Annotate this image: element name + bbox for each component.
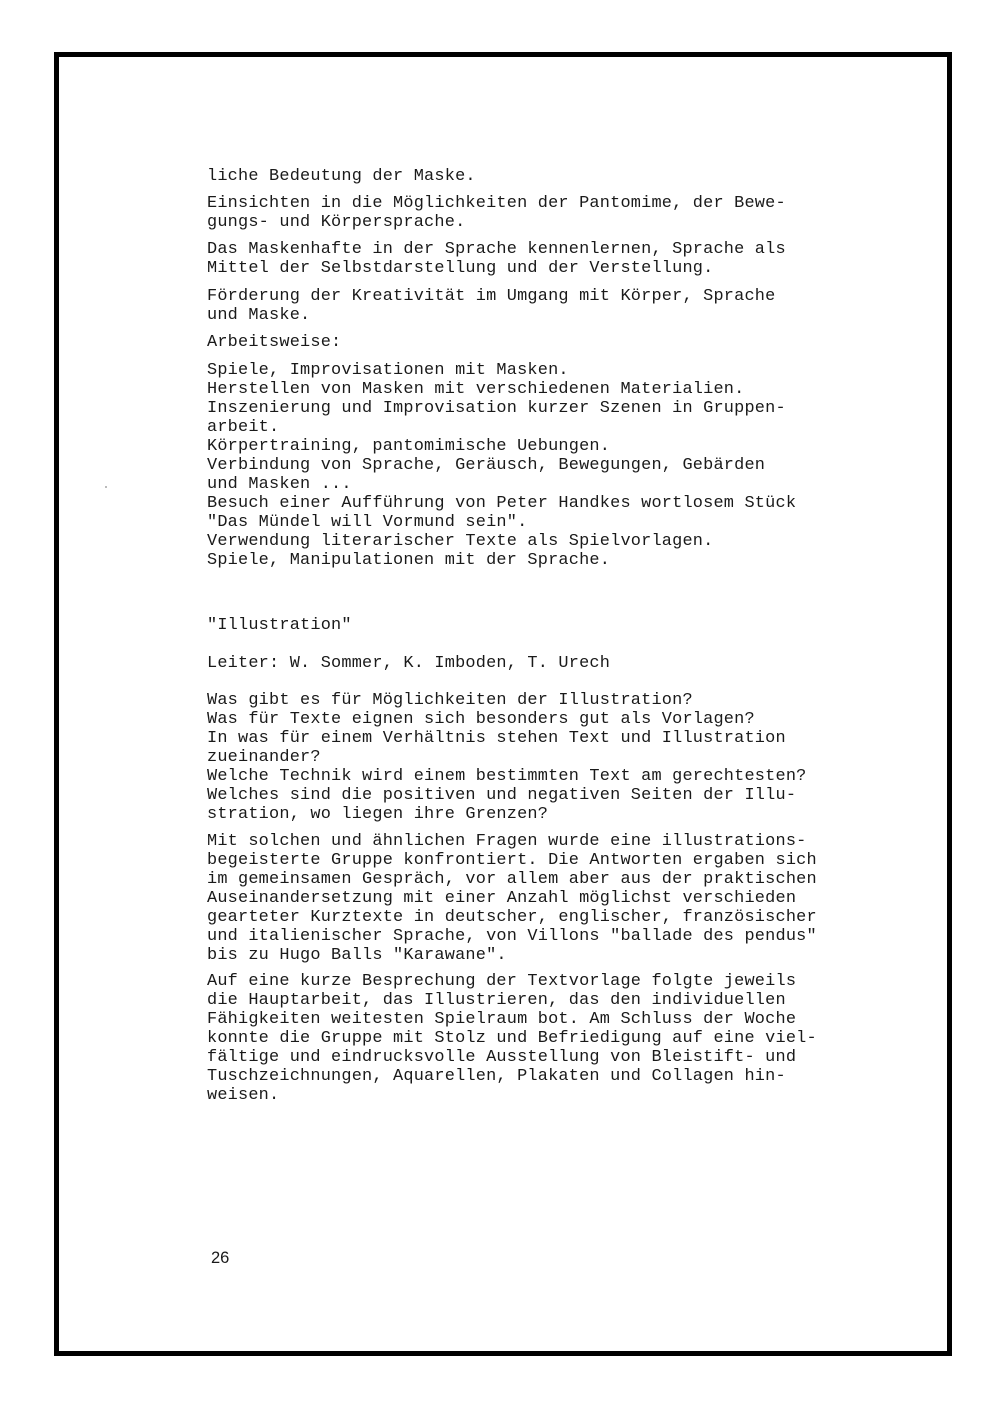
intro-line: Förderung der Kreativität im Umgang mit Körper, Sprache <box>207 287 776 306</box>
arbeitsweise-line: Verbindung von Sprache, Geräusch, Bewegungen, Gebärden <box>207 456 766 475</box>
question-line: Was gibt es für Möglichkeiten der Illustration? <box>207 691 693 710</box>
arbeitsweise-line: Besuch einer Aufführung von Peter Handkes wortlosem Stück <box>207 494 797 513</box>
page-number: 26 <box>211 1249 230 1267</box>
arbeitsweise-line: "Das Mündel will Vormund sein". <box>207 513 528 532</box>
arbeitsweise-line: arbeit. <box>207 418 280 437</box>
arbeitsweise-line: Spiele, Manipulationen mit der Sprache. <box>207 551 611 570</box>
intro-line: Das Maskenhafte in der Sprache kennenlernen, Sprache als <box>207 240 786 259</box>
intro-line: gungs- und Körpersprache. <box>207 213 466 232</box>
arbeitsweise-line: Verwendung literarischer Texte als Spielvorlagen. <box>207 532 714 551</box>
paragraph-line: im gemeinsamen Gespräch, vor allem aber aus der praktischen <box>207 870 817 889</box>
question-line: Welches sind die positiven und negativen Seiten der Illu- <box>207 786 797 805</box>
paragraph-line: fältige und eindrucksvolle Ausstellung von Bleistift- und <box>207 1048 797 1067</box>
question-line: zueinander? <box>207 748 321 767</box>
paragraph-line: bis zu Hugo Balls "Karawane". <box>207 946 507 965</box>
intro-line: liche Bedeutung der Maske. <box>207 167 476 186</box>
arbeitsweise-line: und Masken ... <box>207 475 352 494</box>
paragraph-line: und italienischer Sprache, von Villons "ballade des pendus" <box>207 927 817 946</box>
arbeitsweise-line: Körpertraining, pantomimische Uebungen. <box>207 437 611 456</box>
arbeitsweise-heading: Arbeitsweise: <box>207 333 342 352</box>
page-border <box>54 52 952 1356</box>
paragraph-line: gearteter Kurztexte in deutscher, englischer, französischer <box>207 908 817 927</box>
section-title: "Illustration" <box>207 616 352 635</box>
intro-line: Mittel der Selbstdarstellung und der Verstellung. <box>207 259 714 278</box>
scan-speck <box>105 486 107 488</box>
leaders-line: Leiter: W. Sommer, K. Imboden, T. Urech <box>207 654 611 673</box>
question-line: Was für Texte eignen sich besonders gut als Vorlagen? <box>207 710 755 729</box>
paragraph-line: Mit solchen und ähnlichen Fragen wurde eine illustrations- <box>207 832 807 851</box>
arbeitsweise-line: Herstellen von Masken mit verschiedenen Materialien. <box>207 380 745 399</box>
paragraph-line: die Hauptarbeit, das Illustrieren, das den individuellen <box>207 991 786 1010</box>
paragraph-line: konnte die Gruppe mit Stolz und Befriedigung auf eine viel- <box>207 1029 817 1048</box>
paragraph-line: Auseinandersetzung mit einer Anzahl möglichst verschieden <box>207 889 797 908</box>
arbeitsweise-line: Inszenierung und Improvisation kurzer Szenen in Gruppen- <box>207 399 786 418</box>
question-line: stration, wo liegen ihre Grenzen? <box>207 805 549 824</box>
question-line: In was für einem Verhältnis stehen Text und Illustration <box>207 729 786 748</box>
paragraph-line: Tuschzeichnungen, Aquarellen, Plakaten und Collagen hin- <box>207 1067 786 1086</box>
intro-line: und Maske. <box>207 306 311 325</box>
arbeitsweise-line: Spiele, Improvisationen mit Masken. <box>207 361 569 380</box>
paragraph-line: weisen. <box>207 1086 280 1105</box>
document-page <box>59 57 947 1351</box>
paragraph-line: Auf eine kurze Besprechung der Textvorlage folgte jeweils <box>207 972 797 991</box>
intro-line: Einsichten in die Möglichkeiten der Pantomime, der Bewe- <box>207 194 786 213</box>
question-line: Welche Technik wird einem bestimmten Text am gerechtesten? <box>207 767 807 786</box>
paragraph-line: Fähigkeiten weitesten Spielraum bot. Am Schluss der Woche <box>207 1010 797 1029</box>
paragraph-line: begeisterte Gruppe konfrontiert. Die Antworten ergaben sich <box>207 851 817 870</box>
